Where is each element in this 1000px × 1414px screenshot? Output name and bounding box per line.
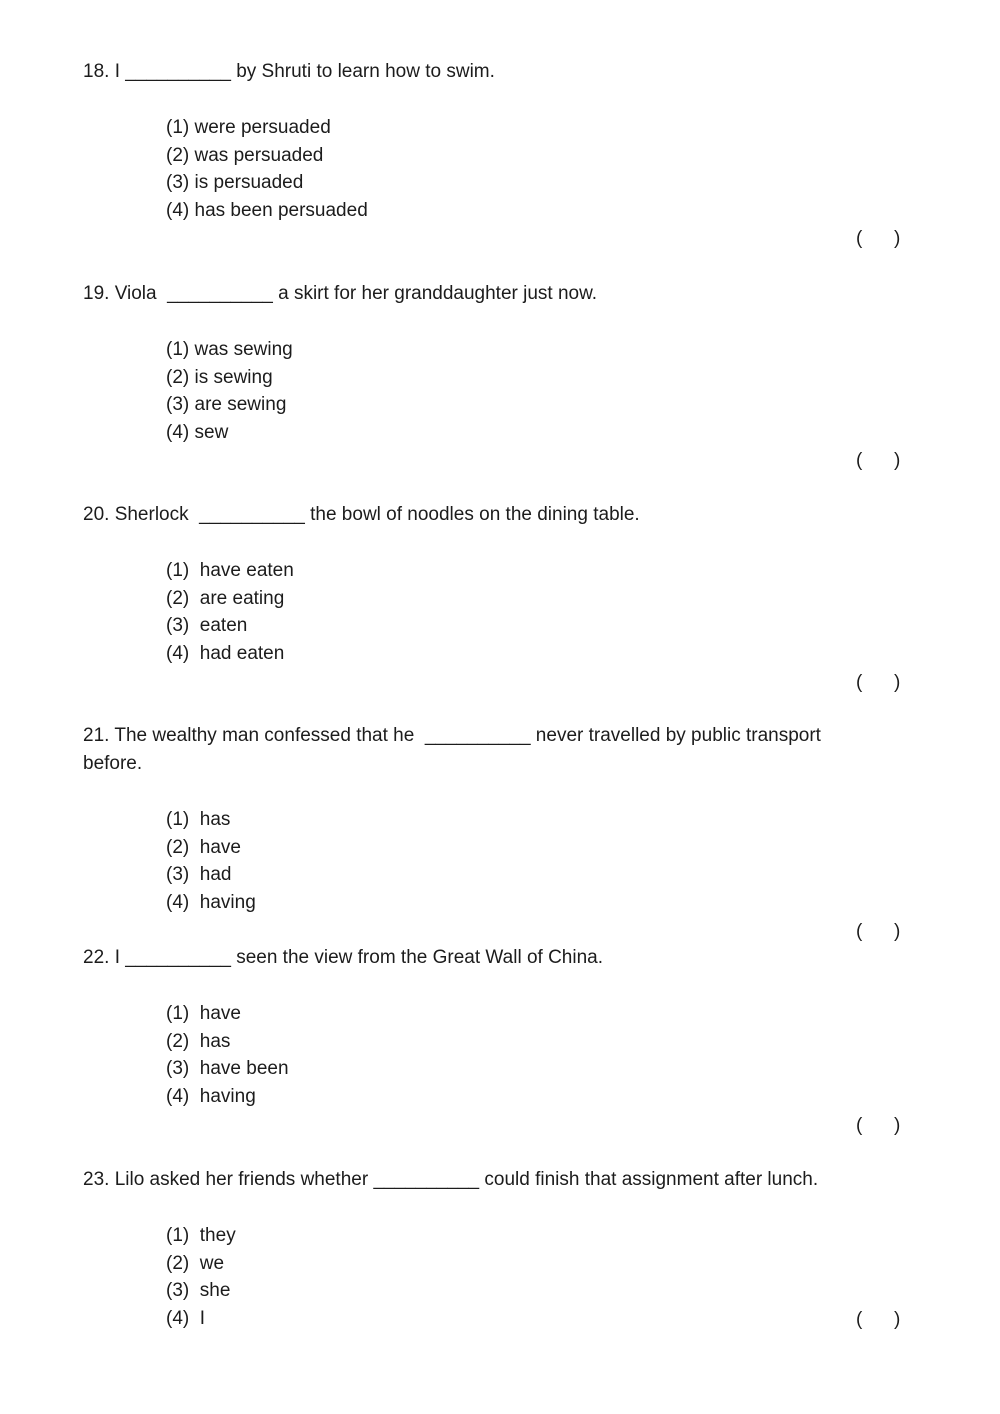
answer-box-21[interactable]: ( ) — [856, 921, 901, 942]
option-2[interactable]: (2) have — [166, 836, 241, 858]
option-1[interactable]: (1) have eaten — [166, 560, 294, 581]
option-4[interactable]: (4) has been persuaded — [166, 200, 368, 222]
question-stem: 18. I __________ by Shruti to learn how to swim. — [83, 61, 495, 82]
option-2[interactable]: (2) is sewing — [166, 366, 273, 388]
answer-box-23[interactable]: ( ) — [856, 1309, 901, 1330]
option-list — [83, 1222, 893, 1333]
option-3[interactable]: (3) had — [166, 864, 232, 886]
option-3[interactable]: (3) have been — [166, 1058, 289, 1080]
question-20 — [83, 501, 883, 668]
question-stem: 19. Viola __________ a skirt for her granddaughter just now. — [83, 283, 598, 304]
question-stem: 23. Lilo asked her friends whether __________ could finish that assignment after lunch. — [83, 1169, 819, 1190]
option-3[interactable]: (3) are sewing — [166, 394, 287, 416]
option-2[interactable]: (2) has — [166, 1030, 231, 1052]
question-23 — [83, 1166, 893, 1333]
option-list — [83, 114, 883, 225]
option-3[interactable]: (3) she — [166, 1280, 231, 1302]
answer-box-19[interactable]: ( ) — [856, 450, 901, 471]
option-4[interactable]: (4) having — [166, 892, 256, 914]
option-3[interactable]: (3) eaten — [166, 615, 248, 637]
option-2[interactable]: (2) was persuaded — [166, 144, 324, 166]
option-list — [83, 1000, 883, 1111]
option-1[interactable]: (1) have — [166, 1003, 241, 1024]
answer-box-20[interactable]: ( ) — [856, 672, 901, 693]
option-list — [83, 557, 883, 668]
option-2[interactable]: (2) we — [166, 1252, 225, 1274]
question-stem: 21. The wealthy man confessed that he __________ never travelled by public transport before. — [83, 725, 827, 774]
option-1[interactable]: (1) was sewing — [166, 339, 293, 360]
answer-box-22[interactable]: ( ) — [856, 1115, 901, 1136]
option-1[interactable]: (1) were persuaded — [166, 117, 331, 138]
question-18 — [83, 58, 883, 225]
option-list — [83, 336, 883, 447]
option-4[interactable]: (4) sew — [166, 422, 229, 444]
option-1[interactable]: (1) they — [166, 1225, 236, 1246]
option-1[interactable]: (1) has — [166, 809, 231, 830]
option-4[interactable]: (4) had eaten — [166, 643, 285, 665]
question-stem: 20. Sherlock __________ the bowl of noodles on the dining table. — [83, 504, 640, 525]
question-stem: 22. I __________ seen the view from the Great Wall of China. — [83, 947, 603, 968]
question-22 — [83, 944, 883, 1111]
option-4[interactable]: (4) I — [166, 1308, 206, 1330]
option-2[interactable]: (2) are eating — [166, 587, 285, 609]
answer-box-18[interactable]: ( ) — [856, 228, 901, 249]
option-3[interactable]: (3) is persuaded — [166, 172, 304, 194]
option-4[interactable]: (4) having — [166, 1086, 256, 1108]
question-19 — [83, 280, 883, 447]
option-list — [83, 806, 883, 917]
question-21 — [83, 722, 883, 917]
